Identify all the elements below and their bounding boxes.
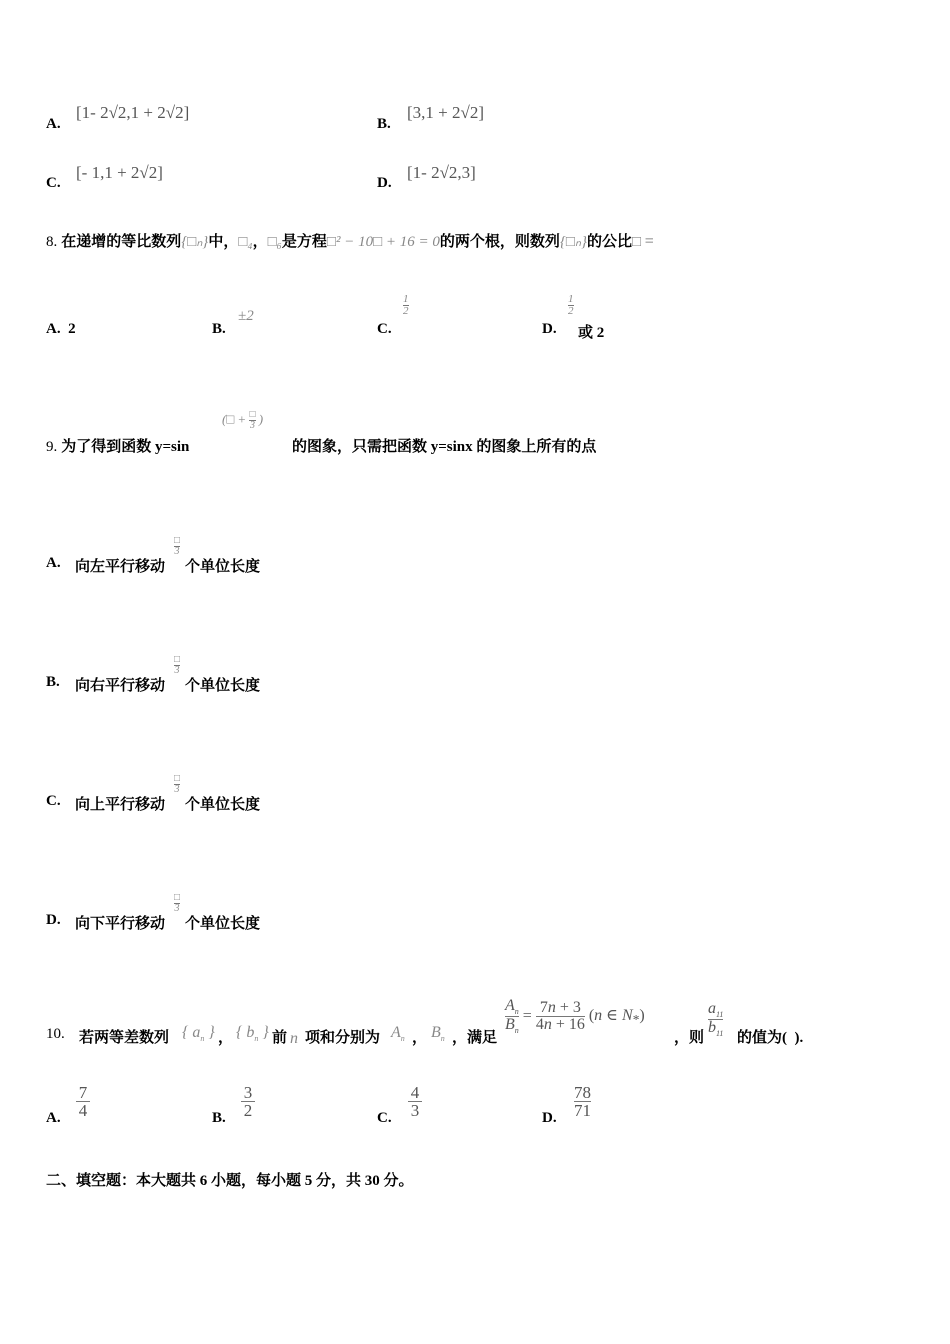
q8-option-d-suffix: 或 2 [578, 325, 605, 341]
q9-function-image: (□ + $\frac{□}{3}$ ) [222, 409, 264, 431]
q8-a4-icon: □₄ [238, 234, 253, 250]
q10-option-a-fraction: $\frac{7}{4}$ [76, 1083, 90, 1119]
q8-seq-icon-2: {□ₙ} [559, 234, 587, 250]
q8-text-6: 的公比 [586, 234, 632, 250]
q9-text-1: 为了得到函数 y=sin [61, 439, 190, 455]
q9-option-d-pre: 向下平行移动 [75, 916, 166, 932]
q10-option-c-fraction: $\frac{4}{3}$ [408, 1083, 422, 1119]
q8-stem [46, 230, 654, 251]
q10-n: n [290, 1030, 298, 1047]
q7-option-a-label: A. [46, 116, 61, 132]
q8-text-1: 在递增的等比数列 [61, 234, 182, 250]
q9-option-c-post: 个单位长度 [185, 797, 261, 813]
q8-option-b-val: ±2 [238, 308, 254, 324]
q9-number: 9. [46, 439, 58, 455]
q10-number: 10. [46, 1026, 65, 1042]
q10-option-d-label: D. [542, 1110, 557, 1126]
q8-seq-icon: {□ₙ} [181, 234, 209, 250]
q9-text-2: 的图象，只需把函数 y=sinx 的图象上所有的点 [292, 439, 597, 455]
q10-option-b-label: B. [212, 1110, 226, 1126]
q7-option-c-expr: [- 1,1 + 2√2] [76, 163, 163, 182]
q8-equation-image: □² − 10□ + 16 = 0 [326, 234, 440, 250]
q9-option-a-label: A. [46, 555, 61, 571]
q10-seq-b: { $b_n$ } [236, 1024, 269, 1044]
q10-text-1: 若两等差数列 [79, 1030, 170, 1046]
q10-option-c-label: C. [377, 1110, 392, 1126]
q10-text-3: 前 [272, 1030, 288, 1046]
q10-Bn: $B_n$ [431, 1024, 445, 1044]
q9-option-a-fraction: $\frac{□}{3}$ [174, 535, 181, 557]
q9-option-d-label: D. [46, 912, 61, 928]
q9-option-b-post: 个单位长度 [185, 678, 261, 694]
q10-text-6: ，满足 [452, 1030, 498, 1046]
q10-text-4: 项和分别为 [305, 1030, 381, 1046]
q9-option-c-label: C. [46, 793, 61, 809]
q8-option-c-label: C. [377, 321, 392, 337]
q7-option-b-label: B. [377, 116, 391, 132]
q7-option-d-label: D. [377, 175, 392, 191]
q10-option-b-fraction: $\frac{3}{2}$ [241, 1083, 255, 1119]
q9-option-c-fraction: $\frac{□}{3}$ [174, 773, 181, 795]
q9-option-d-post: 个单位长度 [185, 916, 261, 932]
q10-text-7: ，则 [674, 1030, 705, 1046]
q8-text-2: 中， [208, 234, 239, 250]
q9-stem [46, 435, 189, 456]
q10-text-8: 的值为( ). [737, 1030, 804, 1046]
q10-ratio: $\frac{a_{11}}{b_{11}}$ [708, 1000, 724, 1039]
q9-option-a-pre: 向左平行移动 [75, 559, 166, 575]
q8-equals: = [644, 233, 654, 250]
q7-option-a-expr: [1- 2√2,1 + 2√2] [76, 103, 190, 122]
q8-option-d-label: D. [542, 321, 557, 337]
q8-a6-icon: □₆ [267, 234, 282, 250]
q9-option-b-pre: 向右平行移动 [75, 678, 166, 694]
q10-text-2: ， [218, 1030, 234, 1046]
q8-ratio-icon: □ [631, 234, 645, 250]
section-2-heading: 二、填空题：本大题共 6 小题，每小题 5 分，共 30 分。 [46, 1173, 414, 1189]
q9-option-b-label: B. [46, 674, 60, 690]
q10-text-5: ， [412, 1030, 428, 1046]
q8-option-b-label: B. [212, 321, 226, 337]
q9-option-d-fraction: $\frac{□}{3}$ [174, 892, 181, 914]
q8-number: 8. [46, 234, 58, 250]
q7-option-d-expr: [1- 2√2,3] [407, 163, 476, 182]
q8-text-3: ， [252, 234, 268, 250]
q10-option-a-label: A. [46, 1110, 61, 1126]
q8-option-d-fraction: $\frac{1}{2}$ [568, 293, 574, 317]
q7-option-b-expr: [3,1 + 2√2] [407, 103, 484, 122]
q10-seq-a: { $a_n$ } [182, 1024, 215, 1044]
q9-option-b-fraction: $\frac{□}{3}$ [174, 654, 181, 676]
q8-option-c-fraction: $\frac{1}{2}$ [403, 293, 409, 317]
q10-condition: $\frac{A_n}{B_n}$ = $\frac{7n + 3}{4n + 16}$ (n ∈ $N_*$) [505, 997, 645, 1036]
q9-option-c-pre: 向上平行移动 [75, 797, 166, 813]
q8-text-5: 的两个根，则数列 [439, 234, 560, 250]
q8-option-a: A. 2 [46, 321, 76, 337]
q7-option-c-label: C. [46, 175, 61, 191]
q8-text-4: 是方程 [281, 234, 327, 250]
q10-option-d-fraction: $\frac{78}{71}$ [574, 1083, 591, 1120]
q9-option-a-post: 个单位长度 [185, 559, 261, 575]
q10-An: $A_n$ [391, 1024, 405, 1044]
